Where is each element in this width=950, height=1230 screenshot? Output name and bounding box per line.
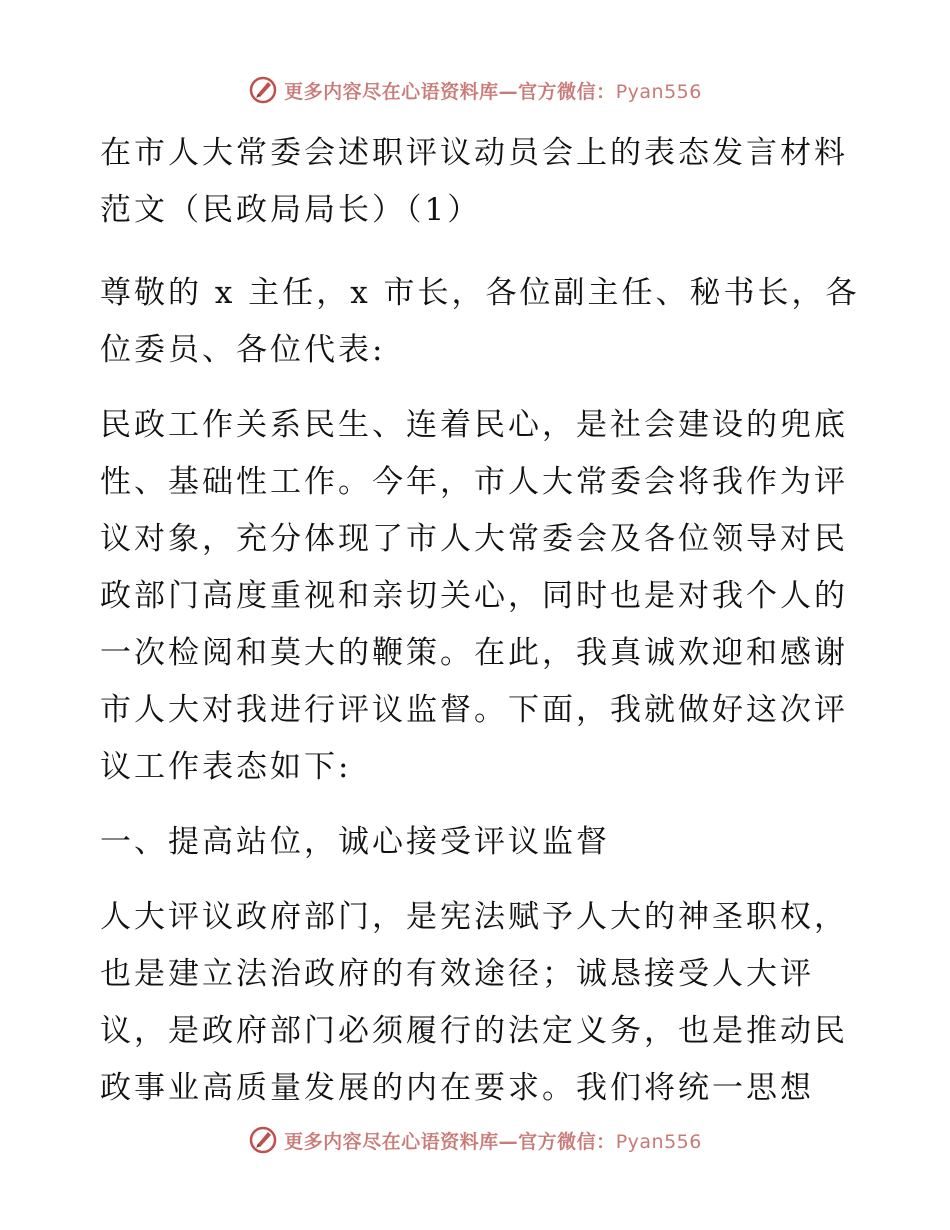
section-heading-1: 一、提高站位，诚心接受评议监督 xyxy=(100,824,610,860)
logo-icon xyxy=(248,1125,278,1155)
document-body xyxy=(100,125,860,1135)
paragraph-2: 人大评议政府部门，是宪法赋予人大的神圣职权，也是建立法治政府的有效途径；诚恳接受人大评议，是政府部门必须履行的法定义务，也是推动民政事业高质量发展的内在要求。我们将统一思想 xyxy=(100,899,848,1106)
footer-banner-text xyxy=(284,1127,702,1154)
salutation: 尊敬的 x 主任，x 市长，各位副主任、秘书长，各位委员、各位代表: xyxy=(100,275,860,368)
footer-banner xyxy=(0,1120,950,1160)
logo-icon xyxy=(248,75,278,105)
paragraph-1: 民政工作关系民生、连着民心，是社会建设的兜底性、基础性工作。今年，市人大常委会将我作为评议对象，充分体现了市人大常委会及各位领导对民政部门高度重视和亲切关心，同时也是对我个人的一次检阅和莫大的鞭策。在此，我真诚欢迎和感谢市人大对我进行评议监督。下面，我就做好这次评议工作表态如下: xyxy=(100,407,848,785)
header-banner-main: 更多内容尽在心语资料库 xyxy=(284,80,499,103)
header-banner-text xyxy=(284,77,702,104)
header-banner xyxy=(0,70,950,110)
header-banner-id: Pyan556 xyxy=(615,80,702,103)
footer-banner-separator: — xyxy=(498,1130,519,1153)
header-banner-separator: — xyxy=(498,80,519,103)
footer-banner-id: Pyan556 xyxy=(615,1130,702,1153)
document-title: 在市人大常委会述职评议动员会上的表态发言材料范文（民政局局长）（1） xyxy=(100,135,848,228)
footer-banner-main: 更多内容尽在心语资料库 xyxy=(284,1130,499,1153)
footer-banner-suffix: 官方微信： xyxy=(518,1130,616,1153)
header-banner-suffix: 官方微信： xyxy=(518,80,616,103)
